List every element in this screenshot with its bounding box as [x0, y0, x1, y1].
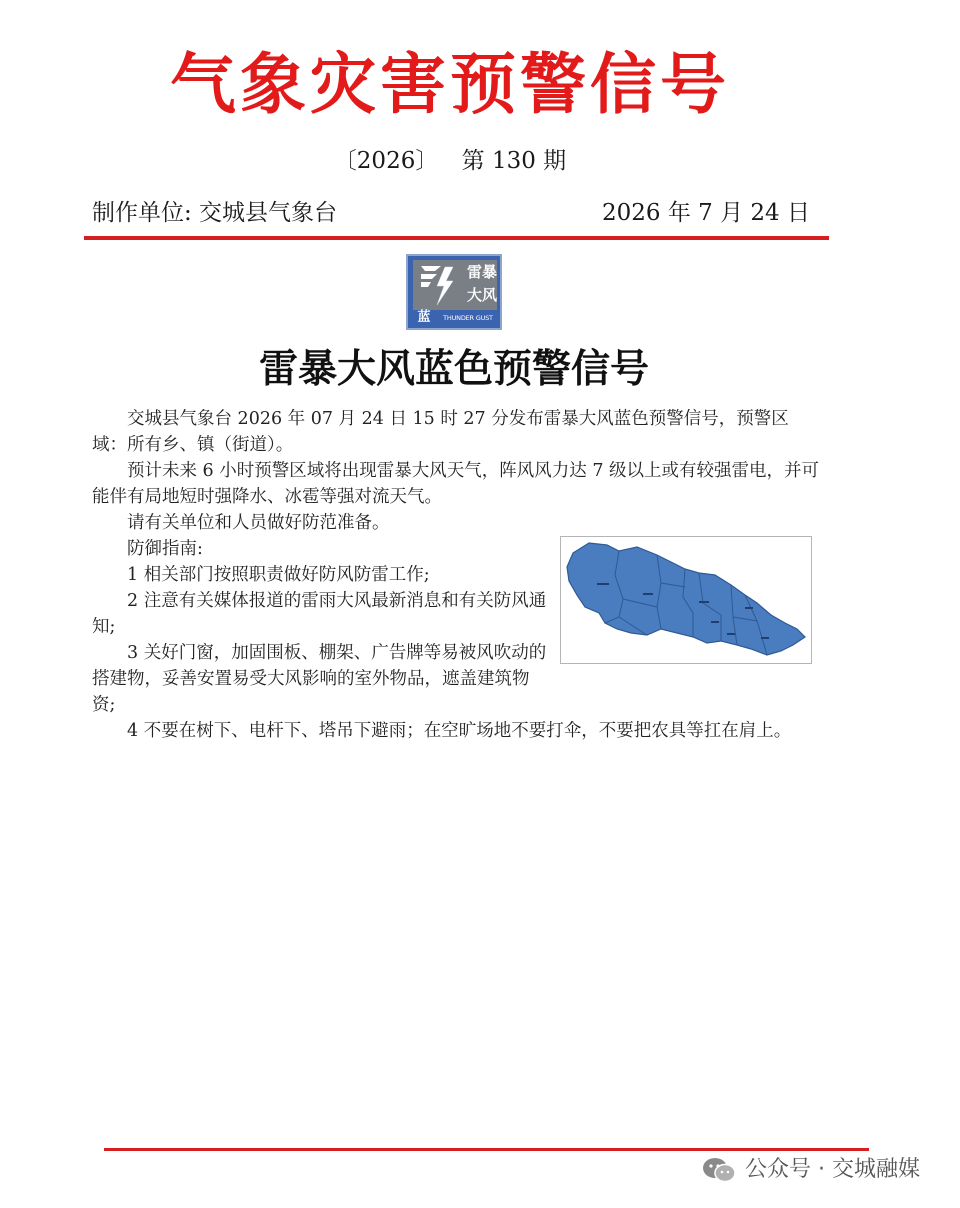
- source-footer: [701, 1150, 920, 1190]
- signal-name-line2: 大风: [467, 286, 498, 304]
- source-account-name: 公众号 · 交城融媒: [745, 1157, 920, 1182]
- issue-date: 2026 年 7 月 24 日: [602, 200, 810, 226]
- guide-item: 3 关好门窗，加固围板、棚架、广告牌等易被风吹动的搭建物，妥善安置易受大风影响的室外物品，遮盖建筑物资;: [92, 643, 547, 715]
- region-map-icon: [561, 537, 811, 663]
- guide-heading: 防御指南:: [127, 539, 203, 559]
- signal-panel: [413, 260, 497, 310]
- guide-item: 2 注意有关媒体报道的雷雨大风最新消息和有关防风通知;: [92, 591, 547, 637]
- producer-unit: 制作单位: 交城县气象台: [92, 200, 338, 226]
- wechat-icon: [701, 1156, 737, 1184]
- notice-paragraph: 交城县气象台 2026 年 07 月 24 日 15 时 27 分发布雷暴大风蓝色预警信号，预警区域：所有乡、镇（街道）。: [92, 409, 789, 455]
- signal-english-name: THUNDER GUST: [443, 314, 493, 322]
- notice-paragraph: 请有关单位和人员做好防范准备。: [127, 513, 390, 533]
- lightning-wind-icon: [415, 262, 463, 308]
- guide-item: 4 不要在树下、电杆下、塔吊下避雨；在空旷场地不要打伞，不要把农具等扛在肩上。: [127, 721, 792, 741]
- signal-name-line1: 雷暴: [467, 263, 498, 281]
- thunder-gust-signal-icon: [406, 254, 502, 330]
- header-divider: [84, 236, 829, 240]
- signal-level: 蓝: [417, 310, 431, 325]
- region-map-image: [560, 536, 812, 664]
- notice-title: 雷暴大风蓝色预警信号: [258, 347, 649, 392]
- guide-item: 1 相关部门按照职责做好防风防雷工作;: [127, 565, 430, 585]
- document-title: 气象灾害预警信号: [170, 46, 730, 123]
- issue-period: 第 130 期: [461, 148, 567, 174]
- issue-year: 〔2026〕: [333, 148, 439, 174]
- signal-name: [467, 261, 497, 307]
- notice-paragraph: 预计未来 6 小时预警区域将出现雷暴大风天气，阵风风力达 7 级以上或有较强雷电，并可能伴有局地短时强降水、冰雹等强对流天气。: [92, 461, 820, 507]
- issue-number: [0, 144, 900, 178]
